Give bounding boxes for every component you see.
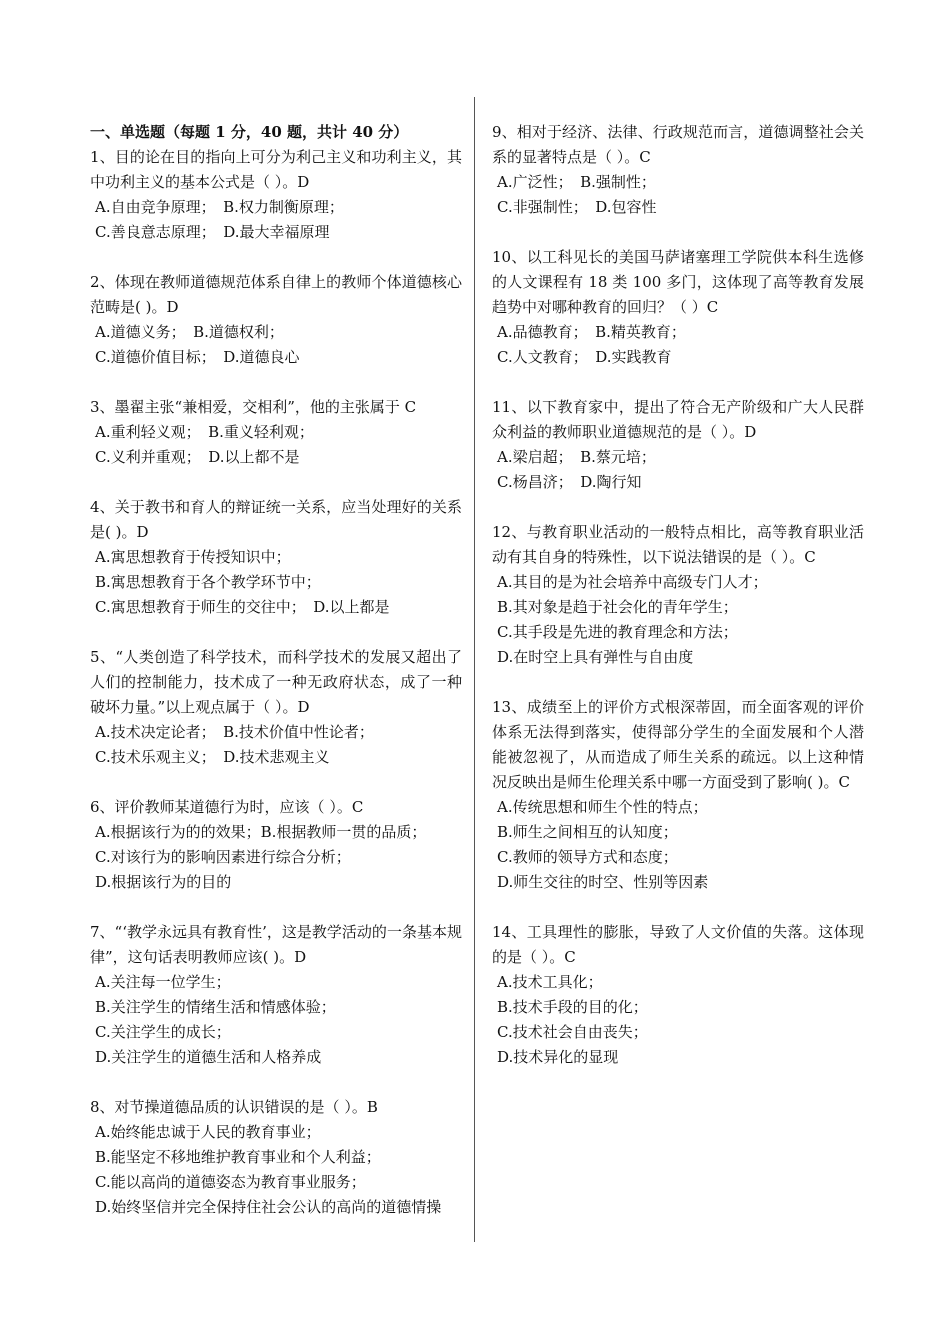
answer-options-line: C.教师的领导方式和态度； [497,848,678,866]
answer-options-line: B.寓思想教育于各个教学环节中； [95,573,321,591]
question-block [492,920,864,1070]
answer-options-line: A.关注每一位学生； [95,973,231,991]
question-block [90,395,462,470]
question-stem: 10、以工科见长的美国马萨诸塞理工学院供本科生选修的人文课程有 18 类 100 多门，这体现了高等教育发展趋势中对哪种教育的回归？（ ）C [492,248,864,316]
question-stem: 13、成绩至上的评价方式根深蒂固，而全面客观的评价体系无法得到落实，使得部分学生的全面发展和个人潜能被忽视了，从而造成了师生关系的疏远。以上这种情况反映出是师生伦理关系中哪一方面受到了影响( )。C [492,698,864,791]
question-block [90,920,462,1070]
question-block [90,145,462,245]
question-block [90,1095,462,1220]
answer-options-line: A.始终能忠诚于人民的教育事业； [95,1123,321,1141]
answer-options-line: C.杨昌济； D.陶行知 [497,473,642,491]
answer-options-line: C.技术社会自由丧失； [497,1023,648,1041]
question-block [90,795,462,895]
answer-options-line: A.梁启超； B.蔡元培； [497,448,656,466]
answer-options-line: C.人文教育； D.实践教育 [497,348,672,366]
question-stem: 9、相对于经济、法律、行政规范而言，道德调整社会关系的显著特点是（ ）。C [492,123,864,166]
answer-options-line: D.根据该行为的目的 [95,873,232,891]
answer-options-line: A.道德义务； B.道德权利； [95,323,284,341]
question-stem: 8、对节操道德品质的认识错误的是（ ）。B [90,1098,378,1116]
answer-options-line: A.自由竞争原理； B.权力制衡原理； [95,198,344,216]
answer-options-line: C.关注学生的成长； [95,1023,231,1041]
left-column [90,120,462,1220]
answer-options-line: C.寓思想教育于师生的交往中； D.以上都是 [95,598,390,616]
question-block [492,695,864,895]
question-stem: 4、关于教书和育人的辩证统一关系，应当处理好的关系是( )。D [90,498,462,541]
column-divider [474,97,475,1242]
answer-options-line: D.在时空上具有弹性与自由度 [497,648,694,666]
question-block [90,645,462,770]
question-block [492,245,864,370]
answer-options-line: A.广泛性； B.强制性； [497,173,656,191]
question-stem: 1、目的论在目的指向上可分为利己主义和功利主义，其中功利主义的基本公式是（ ）。D [90,148,462,191]
question-block [492,395,864,495]
question-block [492,520,864,670]
answer-options-line: C.义利并重观； D.以上都不是 [95,448,300,466]
answer-options-line: A.技术决定论者； B.技术价值中性论者； [95,723,374,741]
answer-options-line: D.关注学生的道德生活和人格养成 [95,1048,322,1066]
answer-options-line: A.技术工具化； [497,973,603,991]
answer-options-line: A.根据该行为的的效果；B.根据教师一贯的品质； [95,823,427,841]
question-block [492,120,864,220]
answer-options-line: A.品德教育； B.精英教育； [497,323,686,341]
answer-options-line: B.技术手段的目的化； [497,998,648,1016]
question-stem: 14、工具理性的膨胀，导致了人文价值的失落。这体现的是（ ）。C [492,923,864,966]
answer-options-line: C.技术乐观主义； D.技术悲观主义 [95,748,330,766]
answer-options-line: C.能以高尚的道德姿态为教育事业服务； [95,1173,366,1191]
answer-options-line: C.道德价值目标； D.道德良心 [95,348,300,366]
answer-options-line: C.善良意志原理； D.最大幸福原理 [95,223,330,241]
answer-options-line: B.关注学生的情绪生活和情感体验； [95,998,336,1016]
answer-options-line: A.其目的是为社会培养中高级专门人才； [497,573,768,591]
section-heading: 一、单选题（每题 1 分，40 题，共计 40 分） [90,123,409,141]
answer-options-line: D.始终坚信并完全保持住社会公认的高尚的道德情操 [95,1198,442,1216]
question-block [90,495,462,620]
answer-options-line: A.重利轻义观； B.重义轻利观； [95,423,314,441]
answer-options-line: D.技术异化的显现 [497,1048,619,1066]
question-stem: 5、“人类创造了科学技术，而科学技术的发展又超出了人们的控制能力，技术成了一种无政府状态，成了一种破坏力量。”以上观点属于（ ）。D [90,648,462,716]
answer-options-line: C.其手段是先进的教育理念和方法； [497,623,738,641]
answer-options-line: A.传统思想和师生个性的特点； [497,798,708,816]
answer-options-line: C.对该行为的影响因素进行综合分析； [95,848,351,866]
question-stem: 7、“‘教学永远具有教育性’，这是教学活动的一条基本规律”，这句话表明教师应该( )。D [90,923,462,966]
question-stem: 6、评价教师某道德行为时，应该（ ）。C [90,798,364,816]
answer-options-line: B.其对象是趋于社会化的青年学生； [497,598,738,616]
answer-options-line: A.寓思想教育于传授知识中； [95,548,291,566]
question-block [90,270,462,370]
question-stem: 12、与教育职业活动的一般特点相比，高等教育职业活动有其自身的特殊性，以下说法错误的是（ ）。C [492,523,864,566]
right-question-list [492,120,864,1070]
answer-options-line: B.能坚定不移地维护教育事业和个人利益； [95,1148,381,1166]
question-stem: 3、墨翟主张“兼相爱，交相利”，他的主张属于 C [90,398,417,416]
answer-options-line: B.师生之间相互的认知度； [497,823,678,841]
question-stem: 11、以下教育家中，提出了符合无产阶级和广大人民群众利益的教师职业道德规范的是（ ）。D [492,398,864,441]
question-stem: 2、体现在教师道德规范体系自律上的教师个体道德核心范畴是( )。D [90,273,462,316]
answer-options-line: D.师生交往的时空、性别等因素 [497,873,709,891]
answer-options-line: C.非强制性； D.包容性 [497,198,657,216]
left-question-list [90,145,462,1220]
right-column [492,120,864,1070]
